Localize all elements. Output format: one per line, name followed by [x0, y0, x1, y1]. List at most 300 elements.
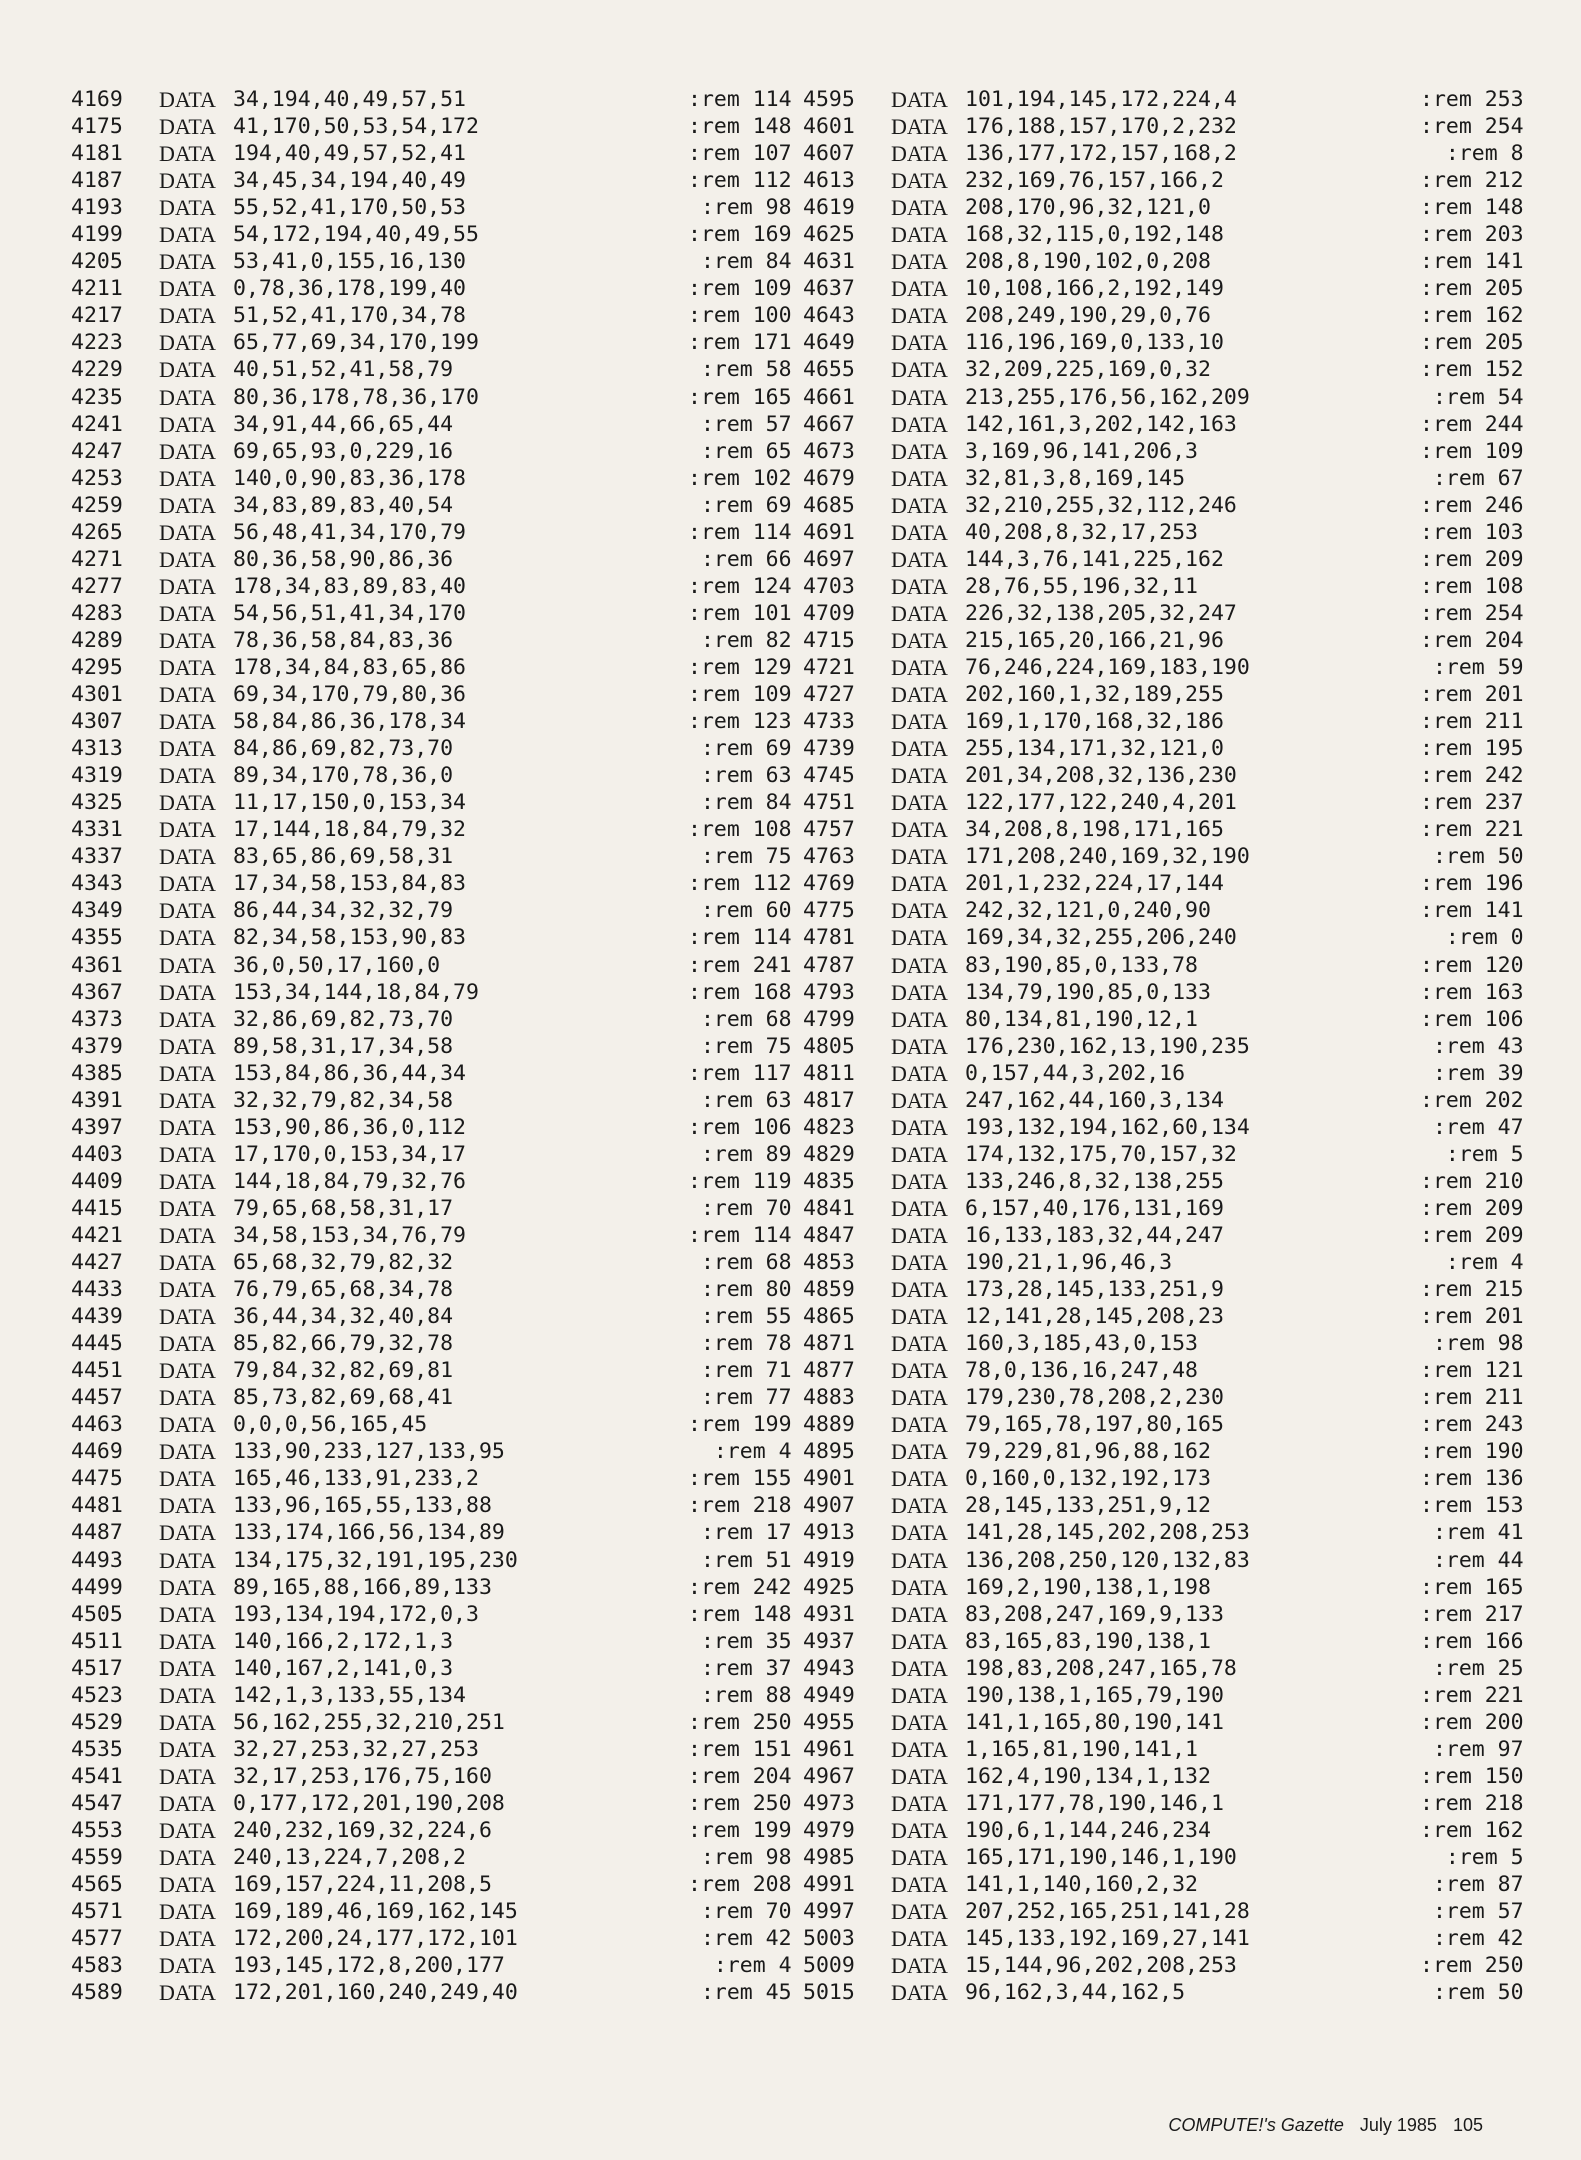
line-number: 4469 [71, 1439, 123, 1465]
rem-checksum: :rem 221 [1420, 817, 1524, 843]
listing-line [803, 140, 1524, 167]
data-keyword: DATA [159, 1601, 216, 1627]
rem-checksum: :rem 0 [1420, 925, 1524, 951]
data-values: 169,157,224,11,208,5 [233, 1872, 492, 1898]
data-keyword: DATA [891, 1250, 948, 1276]
rem-checksum: :rem 57 [688, 411, 792, 437]
data-keyword: DATA [891, 195, 948, 221]
data-keyword: DATA [159, 222, 216, 248]
data-values: 162,4,190,134,1,132 [965, 1763, 1211, 1789]
line-number: 4253 [71, 465, 123, 491]
data-keyword: DATA [891, 357, 948, 383]
data-values: 193,134,194,172,0,3 [233, 1601, 479, 1627]
data-keyword: DATA [159, 763, 216, 789]
data-values: 34,45,34,194,40,49 [233, 168, 466, 194]
data-keyword: DATA [891, 627, 948, 653]
data-keyword: DATA [891, 519, 948, 545]
data-keyword: DATA [891, 1358, 948, 1384]
rem-checksum: :rem 221 [1420, 1682, 1524, 1708]
line-number: 4895 [803, 1439, 855, 1465]
data-values: 201,1,232,224,17,144 [965, 871, 1224, 897]
data-keyword: DATA [891, 1655, 948, 1681]
data-keyword: DATA [159, 303, 216, 329]
rem-checksum: :rem 109 [688, 682, 792, 708]
listing-line [71, 1384, 792, 1411]
data-values: 83,208,247,169,9,133 [965, 1601, 1224, 1627]
rem-checksum: :rem 196 [1420, 871, 1524, 897]
listing-line [71, 546, 792, 573]
rem-checksum: :rem 202 [1420, 1087, 1524, 1113]
line-number: 4625 [803, 222, 855, 248]
listing-line [803, 1330, 1524, 1357]
data-values: 84,86,69,82,73,70 [233, 736, 454, 762]
data-keyword: DATA [891, 573, 948, 599]
data-values: 32,210,255,32,112,246 [965, 492, 1237, 518]
data-keyword: DATA [891, 1439, 948, 1465]
listing-line [71, 140, 792, 167]
data-keyword: DATA [891, 1006, 948, 1032]
data-values: 153,90,86,36,0,112 [233, 1114, 466, 1140]
rem-checksum: :rem 89 [688, 1141, 792, 1167]
line-number: 4325 [71, 790, 123, 816]
listing-line [71, 708, 792, 735]
listing-line [71, 1709, 792, 1736]
listing-line [803, 1574, 1524, 1601]
listing-line [803, 1411, 1524, 1438]
rem-checksum: :rem 117 [688, 1060, 792, 1086]
rem-checksum: :rem 68 [688, 1250, 792, 1276]
data-keyword: DATA [891, 1818, 948, 1843]
listing-line [803, 275, 1524, 302]
data-values: 32,27,253,32,27,253 [233, 1736, 479, 1762]
data-values: 240,13,224,7,208,2 [233, 1845, 466, 1871]
data-values: 133,174,166,56,134,89 [233, 1520, 505, 1546]
line-number: 4235 [71, 384, 123, 410]
data-keyword: DATA [159, 573, 216, 599]
listing-line [71, 843, 792, 870]
line-number: 4901 [803, 1466, 855, 1492]
rem-checksum: :rem 8 [1420, 141, 1524, 167]
line-number: 4751 [803, 790, 855, 816]
data-keyword: DATA [159, 600, 216, 626]
listing-line [803, 1033, 1524, 1060]
line-number: 4403 [71, 1141, 123, 1167]
data-keyword: DATA [159, 1520, 216, 1546]
data-values: 141,28,145,202,208,253 [965, 1520, 1250, 1546]
listing-line [803, 1817, 1524, 1844]
line-number: 4865 [803, 1304, 855, 1330]
rem-checksum: :rem 75 [688, 1033, 792, 1059]
listing-line [803, 600, 1524, 627]
data-values: 190,6,1,144,246,234 [965, 1818, 1211, 1843]
data-keyword: DATA [159, 1168, 216, 1194]
listing-line [803, 762, 1524, 789]
data-values: 165,171,190,146,1,190 [965, 1845, 1237, 1871]
data-keyword: DATA [159, 952, 216, 978]
line-number: 4955 [803, 1709, 855, 1735]
data-keyword: DATA [159, 1439, 216, 1465]
listing-line [803, 1357, 1524, 1384]
line-number: 4997 [803, 1899, 855, 1925]
data-keyword: DATA [891, 1277, 948, 1303]
line-number: 4571 [71, 1899, 123, 1925]
data-values: 141,1,165,80,190,141 [965, 1709, 1224, 1735]
data-keyword: DATA [159, 654, 216, 680]
rem-checksum: :rem 108 [1420, 573, 1524, 599]
data-keyword: DATA [891, 898, 948, 924]
data-values: 172,201,160,240,249,40 [233, 1980, 518, 2006]
data-values: 58,84,86,36,178,34 [233, 709, 466, 735]
data-values: 202,160,1,32,189,255 [965, 682, 1224, 708]
rem-checksum: :rem 67 [1420, 465, 1524, 491]
data-keyword: DATA [159, 1899, 216, 1925]
listing-line [71, 1222, 792, 1249]
line-number: 4505 [71, 1601, 123, 1627]
data-values: 34,83,89,83,40,54 [233, 492, 454, 518]
listing-line [71, 275, 792, 302]
data-keyword: DATA [159, 384, 216, 410]
rem-checksum: :rem 212 [1420, 168, 1524, 194]
listing-line [803, 1114, 1524, 1141]
data-keyword: DATA [891, 1682, 948, 1708]
listing-line [71, 681, 792, 708]
listing-line [803, 384, 1524, 411]
line-number: 4619 [803, 195, 855, 221]
data-keyword: DATA [159, 1682, 216, 1708]
listing-line [71, 789, 792, 816]
line-number: 4823 [803, 1114, 855, 1140]
listing-line [803, 1898, 1524, 1925]
listing-line [71, 411, 792, 438]
line-number: 4421 [71, 1222, 123, 1248]
rem-checksum: :rem 88 [688, 1682, 792, 1708]
listing-line [71, 329, 792, 356]
data-keyword: DATA [159, 1141, 216, 1167]
listing-line [71, 924, 792, 951]
rem-checksum: :rem 98 [1420, 1331, 1524, 1357]
line-number: 4943 [803, 1655, 855, 1681]
line-number: 4733 [803, 709, 855, 735]
data-keyword: DATA [891, 276, 948, 302]
data-values: 133,246,8,32,138,255 [965, 1168, 1224, 1194]
rem-checksum: :rem 112 [688, 871, 792, 897]
line-number: 4343 [71, 871, 123, 897]
rem-checksum: :rem 101 [688, 600, 792, 626]
rem-checksum: :rem 199 [688, 1412, 792, 1438]
line-number: 4433 [71, 1277, 123, 1303]
line-number: 4265 [71, 519, 123, 545]
rem-checksum: :rem 55 [688, 1304, 792, 1330]
data-values: 133,90,233,127,133,95 [233, 1439, 505, 1465]
data-values: 16,133,183,32,44,247 [965, 1222, 1224, 1248]
listing-line [803, 411, 1524, 438]
data-values: 168,32,115,0,192,148 [965, 222, 1224, 248]
data-keyword: DATA [891, 871, 948, 897]
publication-name: COMPUTE!'s Gazette [1168, 2115, 1344, 2135]
rem-checksum: :rem 195 [1420, 736, 1524, 762]
data-keyword: DATA [891, 1033, 948, 1059]
line-number: 4655 [803, 357, 855, 383]
line-number: 4511 [71, 1628, 123, 1654]
listing-line [803, 1438, 1524, 1465]
data-keyword: DATA [159, 844, 216, 870]
data-values: 12,141,28,145,208,23 [965, 1304, 1224, 1330]
data-keyword: DATA [891, 1872, 948, 1898]
data-keyword: DATA [891, 817, 948, 843]
line-number: 4223 [71, 330, 123, 356]
data-values: 69,65,93,0,229,16 [233, 438, 454, 464]
data-keyword: DATA [891, 1790, 948, 1816]
data-values: 144,3,76,141,225,162 [965, 546, 1224, 572]
data-keyword: DATA [159, 1358, 216, 1384]
data-values: 3,169,96,141,206,3 [965, 438, 1198, 464]
data-values: 79,84,32,82,69,81 [233, 1358, 454, 1384]
listing-line [71, 762, 792, 789]
listing-line [71, 1952, 792, 1979]
line-number: 4835 [803, 1168, 855, 1194]
listing-line [71, 465, 792, 492]
listing-line [71, 1519, 792, 1546]
data-keyword: DATA [891, 654, 948, 680]
data-values: 240,232,169,32,224,6 [233, 1818, 492, 1843]
data-values: 134,79,190,85,0,133 [965, 979, 1211, 1005]
listing-line [803, 1844, 1524, 1871]
line-number: 4349 [71, 898, 123, 924]
rem-checksum: :rem 171 [688, 330, 792, 356]
listing-line [803, 1006, 1524, 1033]
listing-line [71, 1438, 792, 1465]
rem-checksum: :rem 205 [1420, 330, 1524, 356]
listing-line [71, 1547, 792, 1574]
data-keyword: DATA [891, 1926, 948, 1952]
listing-line [71, 1249, 792, 1276]
line-number: 4205 [71, 249, 123, 275]
data-keyword: DATA [159, 1060, 216, 1086]
data-values: 134,175,32,191,195,230 [233, 1547, 518, 1573]
rem-checksum: :rem 57 [1420, 1899, 1524, 1925]
line-number: 4703 [803, 573, 855, 599]
data-keyword: DATA [891, 1574, 948, 1600]
data-keyword: DATA [159, 87, 216, 112]
data-values: 232,169,76,157,166,2 [965, 168, 1224, 194]
line-number: 4775 [803, 898, 855, 924]
listing-line [803, 1087, 1524, 1114]
listing-line [803, 1763, 1524, 1790]
data-keyword: DATA [159, 682, 216, 708]
rem-checksum: :rem 211 [1420, 709, 1524, 735]
rem-checksum: :rem 209 [1420, 546, 1524, 572]
data-values: 32,86,69,82,73,70 [233, 1006, 454, 1032]
rem-checksum: :rem 136 [1420, 1466, 1524, 1492]
data-keyword: DATA [159, 1628, 216, 1654]
listing-line [71, 248, 792, 275]
data-values: 226,32,138,205,32,247 [965, 600, 1237, 626]
line-number: 4199 [71, 222, 123, 248]
data-values: 153,34,144,18,84,79 [233, 979, 479, 1005]
rem-checksum: :rem 50 [1420, 1980, 1524, 2006]
rem-checksum: :rem 68 [688, 1006, 792, 1032]
data-values: 36,0,50,17,160,0 [233, 952, 441, 978]
rem-checksum: :rem 119 [688, 1168, 792, 1194]
rem-checksum: :rem 204 [688, 1763, 792, 1789]
line-number: 4193 [71, 195, 123, 221]
listing-line [803, 843, 1524, 870]
rem-checksum: :rem 69 [688, 492, 792, 518]
listing-line [71, 1465, 792, 1492]
data-values: 169,2,190,138,1,198 [965, 1574, 1211, 1600]
rem-checksum: :rem 17 [688, 1520, 792, 1546]
rem-checksum: :rem 200 [1420, 1709, 1524, 1735]
listing-line [803, 167, 1524, 194]
listing-line [803, 654, 1524, 681]
rem-checksum: :rem 148 [688, 1601, 792, 1627]
listing-line [803, 735, 1524, 762]
data-values: 32,209,225,169,0,32 [965, 357, 1211, 383]
listing-line [71, 627, 792, 654]
data-values: 40,51,52,41,58,79 [233, 357, 454, 383]
listing-column-left [71, 86, 792, 2006]
listing-line [803, 1790, 1524, 1817]
data-keyword: DATA [159, 1709, 216, 1735]
data-keyword: DATA [891, 1087, 948, 1113]
rem-checksum: :rem 44 [1420, 1547, 1524, 1573]
rem-checksum: :rem 250 [688, 1709, 792, 1735]
line-number: 4499 [71, 1574, 123, 1600]
data-values: 32,32,79,82,34,58 [233, 1087, 454, 1113]
data-values: 207,252,165,251,141,28 [965, 1899, 1250, 1925]
rem-checksum: :rem 241 [688, 952, 792, 978]
data-values: 176,188,157,170,2,232 [965, 114, 1237, 140]
listing-line [803, 1736, 1524, 1763]
data-keyword: DATA [891, 1331, 948, 1357]
rem-checksum: :rem 168 [688, 979, 792, 1005]
data-values: 53,41,0,155,16,130 [233, 249, 466, 275]
rem-checksum: :rem 87 [1420, 1872, 1524, 1898]
listing-line [71, 113, 792, 140]
line-number: 4769 [803, 871, 855, 897]
listing-line [803, 492, 1524, 519]
data-keyword: DATA [159, 1195, 216, 1221]
line-number: 4175 [71, 114, 123, 140]
line-number: 4385 [71, 1060, 123, 1086]
listing-line [803, 1384, 1524, 1411]
data-values: 89,165,88,166,89,133 [233, 1574, 492, 1600]
data-keyword: DATA [891, 1763, 948, 1789]
rem-checksum: :rem 148 [688, 114, 792, 140]
line-number: 4319 [71, 763, 123, 789]
data-values: 89,58,31,17,34,58 [233, 1033, 454, 1059]
data-keyword: DATA [891, 952, 948, 978]
rem-checksum: :rem 106 [688, 1114, 792, 1140]
data-keyword: DATA [159, 1331, 216, 1357]
data-keyword: DATA [891, 736, 948, 762]
data-values: 78,0,136,16,247,48 [965, 1358, 1198, 1384]
data-keyword: DATA [891, 1493, 948, 1519]
line-number: 4919 [803, 1547, 855, 1573]
rem-checksum: :rem 211 [1420, 1385, 1524, 1411]
listing-line [71, 1736, 792, 1763]
data-values: 76,79,65,68,34,78 [233, 1277, 454, 1303]
listing-line [803, 1871, 1524, 1898]
line-number: 4379 [71, 1033, 123, 1059]
listing-line [803, 1249, 1524, 1276]
data-keyword: DATA [159, 1574, 216, 1600]
rem-checksum: :rem 120 [1420, 952, 1524, 978]
line-number: 4517 [71, 1655, 123, 1681]
data-keyword: DATA [159, 168, 216, 194]
listing-line [71, 1844, 792, 1871]
data-values: 133,96,165,55,133,88 [233, 1493, 492, 1519]
rem-checksum: :rem 42 [1420, 1926, 1524, 1952]
line-number: 4685 [803, 492, 855, 518]
rem-checksum: :rem 121 [1420, 1358, 1524, 1384]
data-values: 190,21,1,96,46,3 [965, 1250, 1173, 1276]
data-values: 122,177,122,240,4,201 [965, 790, 1237, 816]
data-keyword: DATA [891, 1736, 948, 1762]
data-keyword: DATA [159, 817, 216, 843]
listing-line [803, 519, 1524, 546]
rem-checksum: :rem 250 [688, 1790, 792, 1816]
rem-checksum: :rem 166 [1420, 1628, 1524, 1654]
data-keyword: DATA [891, 87, 948, 112]
rem-checksum: :rem 209 [1420, 1195, 1524, 1221]
rem-checksum: :rem 162 [1420, 1818, 1524, 1843]
listing-line [71, 1411, 792, 1438]
data-keyword: DATA [159, 1547, 216, 1573]
rem-checksum: :rem 108 [688, 817, 792, 843]
data-keyword: DATA [159, 114, 216, 140]
data-keyword: DATA [159, 1304, 216, 1330]
listing-line [803, 681, 1524, 708]
listing-line [803, 248, 1524, 275]
listing-line [803, 573, 1524, 600]
line-number: 4553 [71, 1818, 123, 1843]
data-values: 56,48,41,34,170,79 [233, 519, 466, 545]
line-number: 5009 [803, 1953, 855, 1979]
data-keyword: DATA [891, 330, 948, 356]
line-number: 4559 [71, 1845, 123, 1871]
line-number: 4991 [803, 1872, 855, 1898]
data-values: 0,177,172,201,190,208 [233, 1790, 505, 1816]
line-number: 4409 [71, 1168, 123, 1194]
data-values: 82,34,58,153,90,83 [233, 925, 466, 951]
rem-checksum: :rem 103 [1420, 519, 1524, 545]
listing-line [803, 1628, 1524, 1655]
line-number: 4463 [71, 1412, 123, 1438]
data-values: 173,28,145,133,251,9 [965, 1277, 1224, 1303]
rem-checksum: :rem 163 [1420, 979, 1524, 1005]
listing-line [803, 1709, 1524, 1736]
rem-checksum: :rem 253 [1420, 87, 1524, 112]
data-values: 17,144,18,84,79,32 [233, 817, 466, 843]
data-values: 15,144,96,202,208,253 [965, 1953, 1237, 1979]
listing-line [803, 113, 1524, 140]
line-number: 4709 [803, 600, 855, 626]
rem-checksum: :rem 4 [688, 1953, 792, 1979]
listing-line [71, 870, 792, 897]
line-number: 4925 [803, 1574, 855, 1600]
listing-line [71, 1925, 792, 1952]
data-keyword: DATA [159, 357, 216, 383]
line-number: 4871 [803, 1331, 855, 1357]
line-number: 4913 [803, 1520, 855, 1546]
rem-checksum: :rem 84 [688, 790, 792, 816]
data-keyword: DATA [891, 438, 948, 464]
data-values: 32,81,3,8,169,145 [965, 465, 1186, 491]
data-keyword: DATA [159, 925, 216, 951]
data-values: 176,230,162,13,190,235 [965, 1033, 1250, 1059]
rem-checksum: :rem 169 [688, 222, 792, 248]
